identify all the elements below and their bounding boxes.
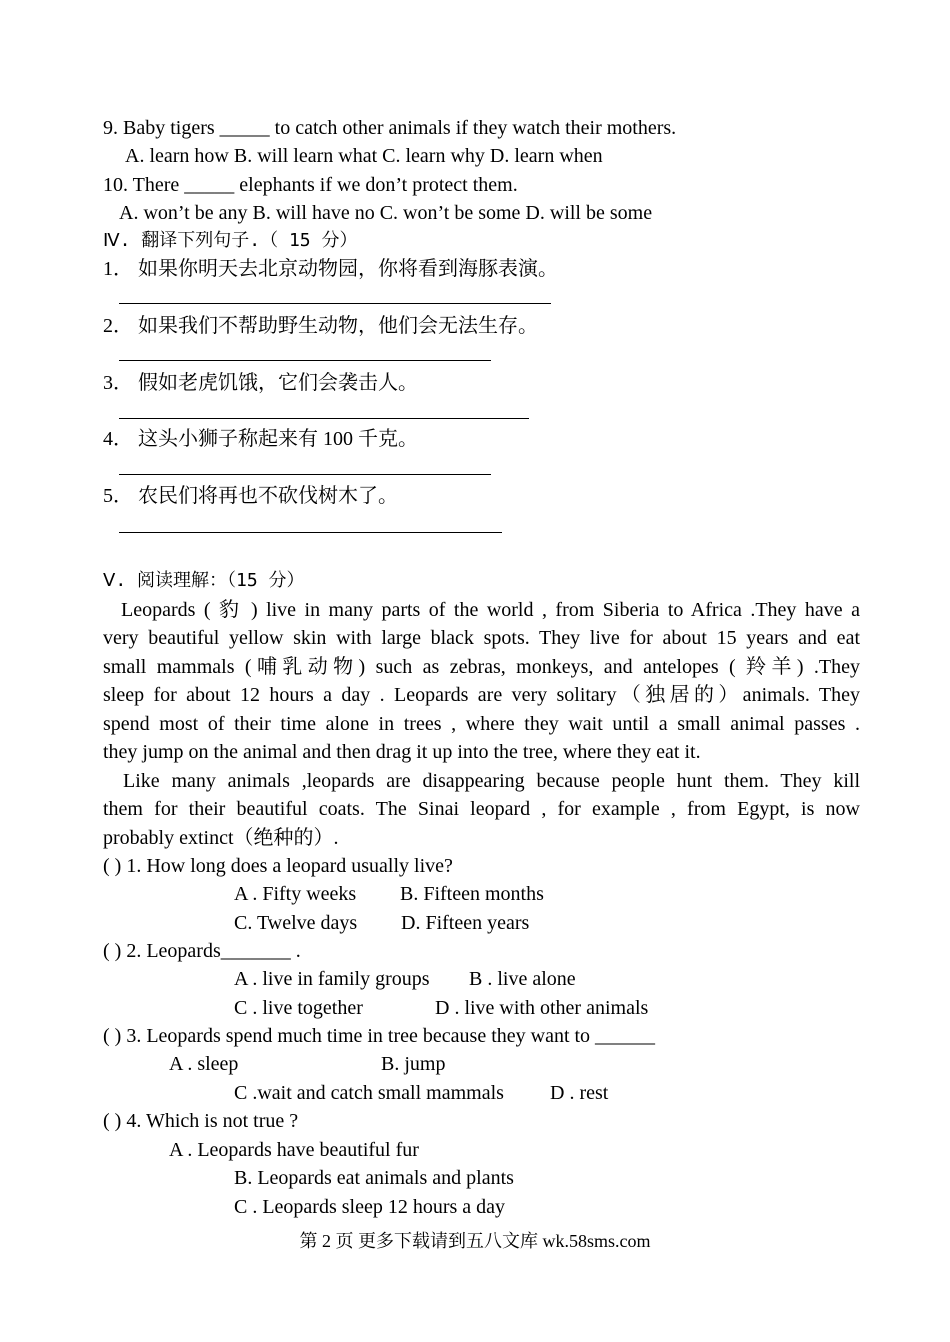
reading-question-2-option: B . live alone	[469, 968, 576, 990]
paragraph-line: very beautiful yellow skin with large black spots. They live for about 15 years and eat	[103, 627, 860, 650]
translation-item-3: 3． 假如老虎饥饿，它们会袭击人。	[103, 372, 418, 394]
question-9-options: A. learn how B. will learn what C. learn why D. learn when	[125, 145, 603, 167]
reading-question-3-option: A . sleep	[169, 1053, 239, 1075]
answer-line-4[interactable]	[119, 474, 491, 475]
question-10-stem: 10. There _____ elephants if we don’t protect them.	[103, 174, 518, 196]
reading-question-1-option: C. Twelve days	[234, 912, 358, 934]
paragraph-line: small mammals (哺乳动物) such as zebras, monkeys, and antelopes ( 羚羊) .They	[103, 655, 860, 678]
translation-item-5: 5． 农民们将再也不砍伐树木了。	[103, 485, 398, 507]
reading-question-1-option: A . Fifty weeks	[234, 883, 357, 905]
reading-question-1-stem[interactable]: ( ) 1. How long does a leopard usually live?	[103, 855, 453, 877]
reading-question-3-option: D . rest	[550, 1082, 609, 1104]
page-footer: 第 2 页 更多下载请到五八文库 wk.58sms.com	[299, 1231, 651, 1251]
reading-question-1-option: B. Fifteen months	[400, 883, 544, 905]
answer-line-2[interactable]	[119, 360, 491, 361]
translation-item-4: 4． 这头小狮子称起来有 100 千克。	[103, 428, 418, 450]
answer-line-1[interactable]	[119, 303, 551, 304]
paragraph-line: they jump on the animal and then drag it up into the tree, where they eat it.	[103, 741, 701, 764]
translation-heading: Ⅳ. 翻译下列句子.（ 15 分）	[103, 230, 358, 251]
paragraph-line: them for their beautiful coats. The Sinai leopard , for example , from Egypt, is now	[103, 798, 860, 821]
paragraph-line: probably extinct（绝种的）.	[103, 826, 339, 849]
reading-question-2-stem[interactable]: ( ) 2. Leopards_______ .	[103, 940, 301, 962]
paragraph-line: Like many animals ,leopards are disappearing because people hunt them. They kill	[123, 770, 860, 792]
reading-question-3-option: C .wait and catch small mammals	[234, 1082, 504, 1104]
answer-line-3[interactable]	[119, 418, 529, 419]
reading-question-4-stem[interactable]: ( ) 4. Which is not true ?	[103, 1110, 299, 1132]
reading-question-3-stem[interactable]: ( ) 3. Leopards spend much time in tree because they want to ______	[103, 1025, 656, 1047]
reading-question-4-option: B. Leopards eat animals and plants	[234, 1167, 514, 1189]
reading-question-4-option: C . Leopards sleep 12 hours a day	[234, 1196, 506, 1218]
reading-heading: Ⅴ. 阅读理解：（15 分）	[103, 570, 305, 591]
reading-question-3-option: B. jump	[381, 1053, 446, 1075]
question-9-stem: 9. Baby tigers _____ to catch other animals if they watch their mothers.	[103, 117, 677, 139]
paragraph-line: sleep for about 12 hours a day . Leopards are very solitary（独居的）animals. They	[103, 684, 860, 707]
reading-paragraph-1	[103, 596, 860, 766]
translation-item-1: 1． 如果你明天去北京动物园，你将看到海豚表演。	[103, 258, 558, 280]
paragraph-line: spend most of their time alone in trees , where they wait until a small animal passes .	[103, 712, 860, 735]
question-10-options: A. won’t be any B. will have no C. won’t be some D. will be some	[119, 202, 653, 224]
reading-question-4-option: A . Leopards have beautiful fur	[169, 1139, 419, 1161]
paragraph-line: Leopards ( 豹 ) live in many parts of the world , from Siberia to Africa .They have a	[121, 599, 860, 621]
reading-question-1-option: D. Fifteen years	[401, 912, 530, 934]
reading-question-2-option: A . live in family groups	[234, 968, 430, 990]
answer-line-5[interactable]	[119, 532, 502, 533]
reading-paragraph-2	[103, 767, 860, 852]
reading-question-2-option: C . live together	[234, 997, 363, 1019]
translation-item-2: 2． 如果我们不帮助野生动物，他们会无法生存。	[103, 315, 538, 337]
reading-question-2-option: D . live with other animals	[435, 997, 649, 1019]
